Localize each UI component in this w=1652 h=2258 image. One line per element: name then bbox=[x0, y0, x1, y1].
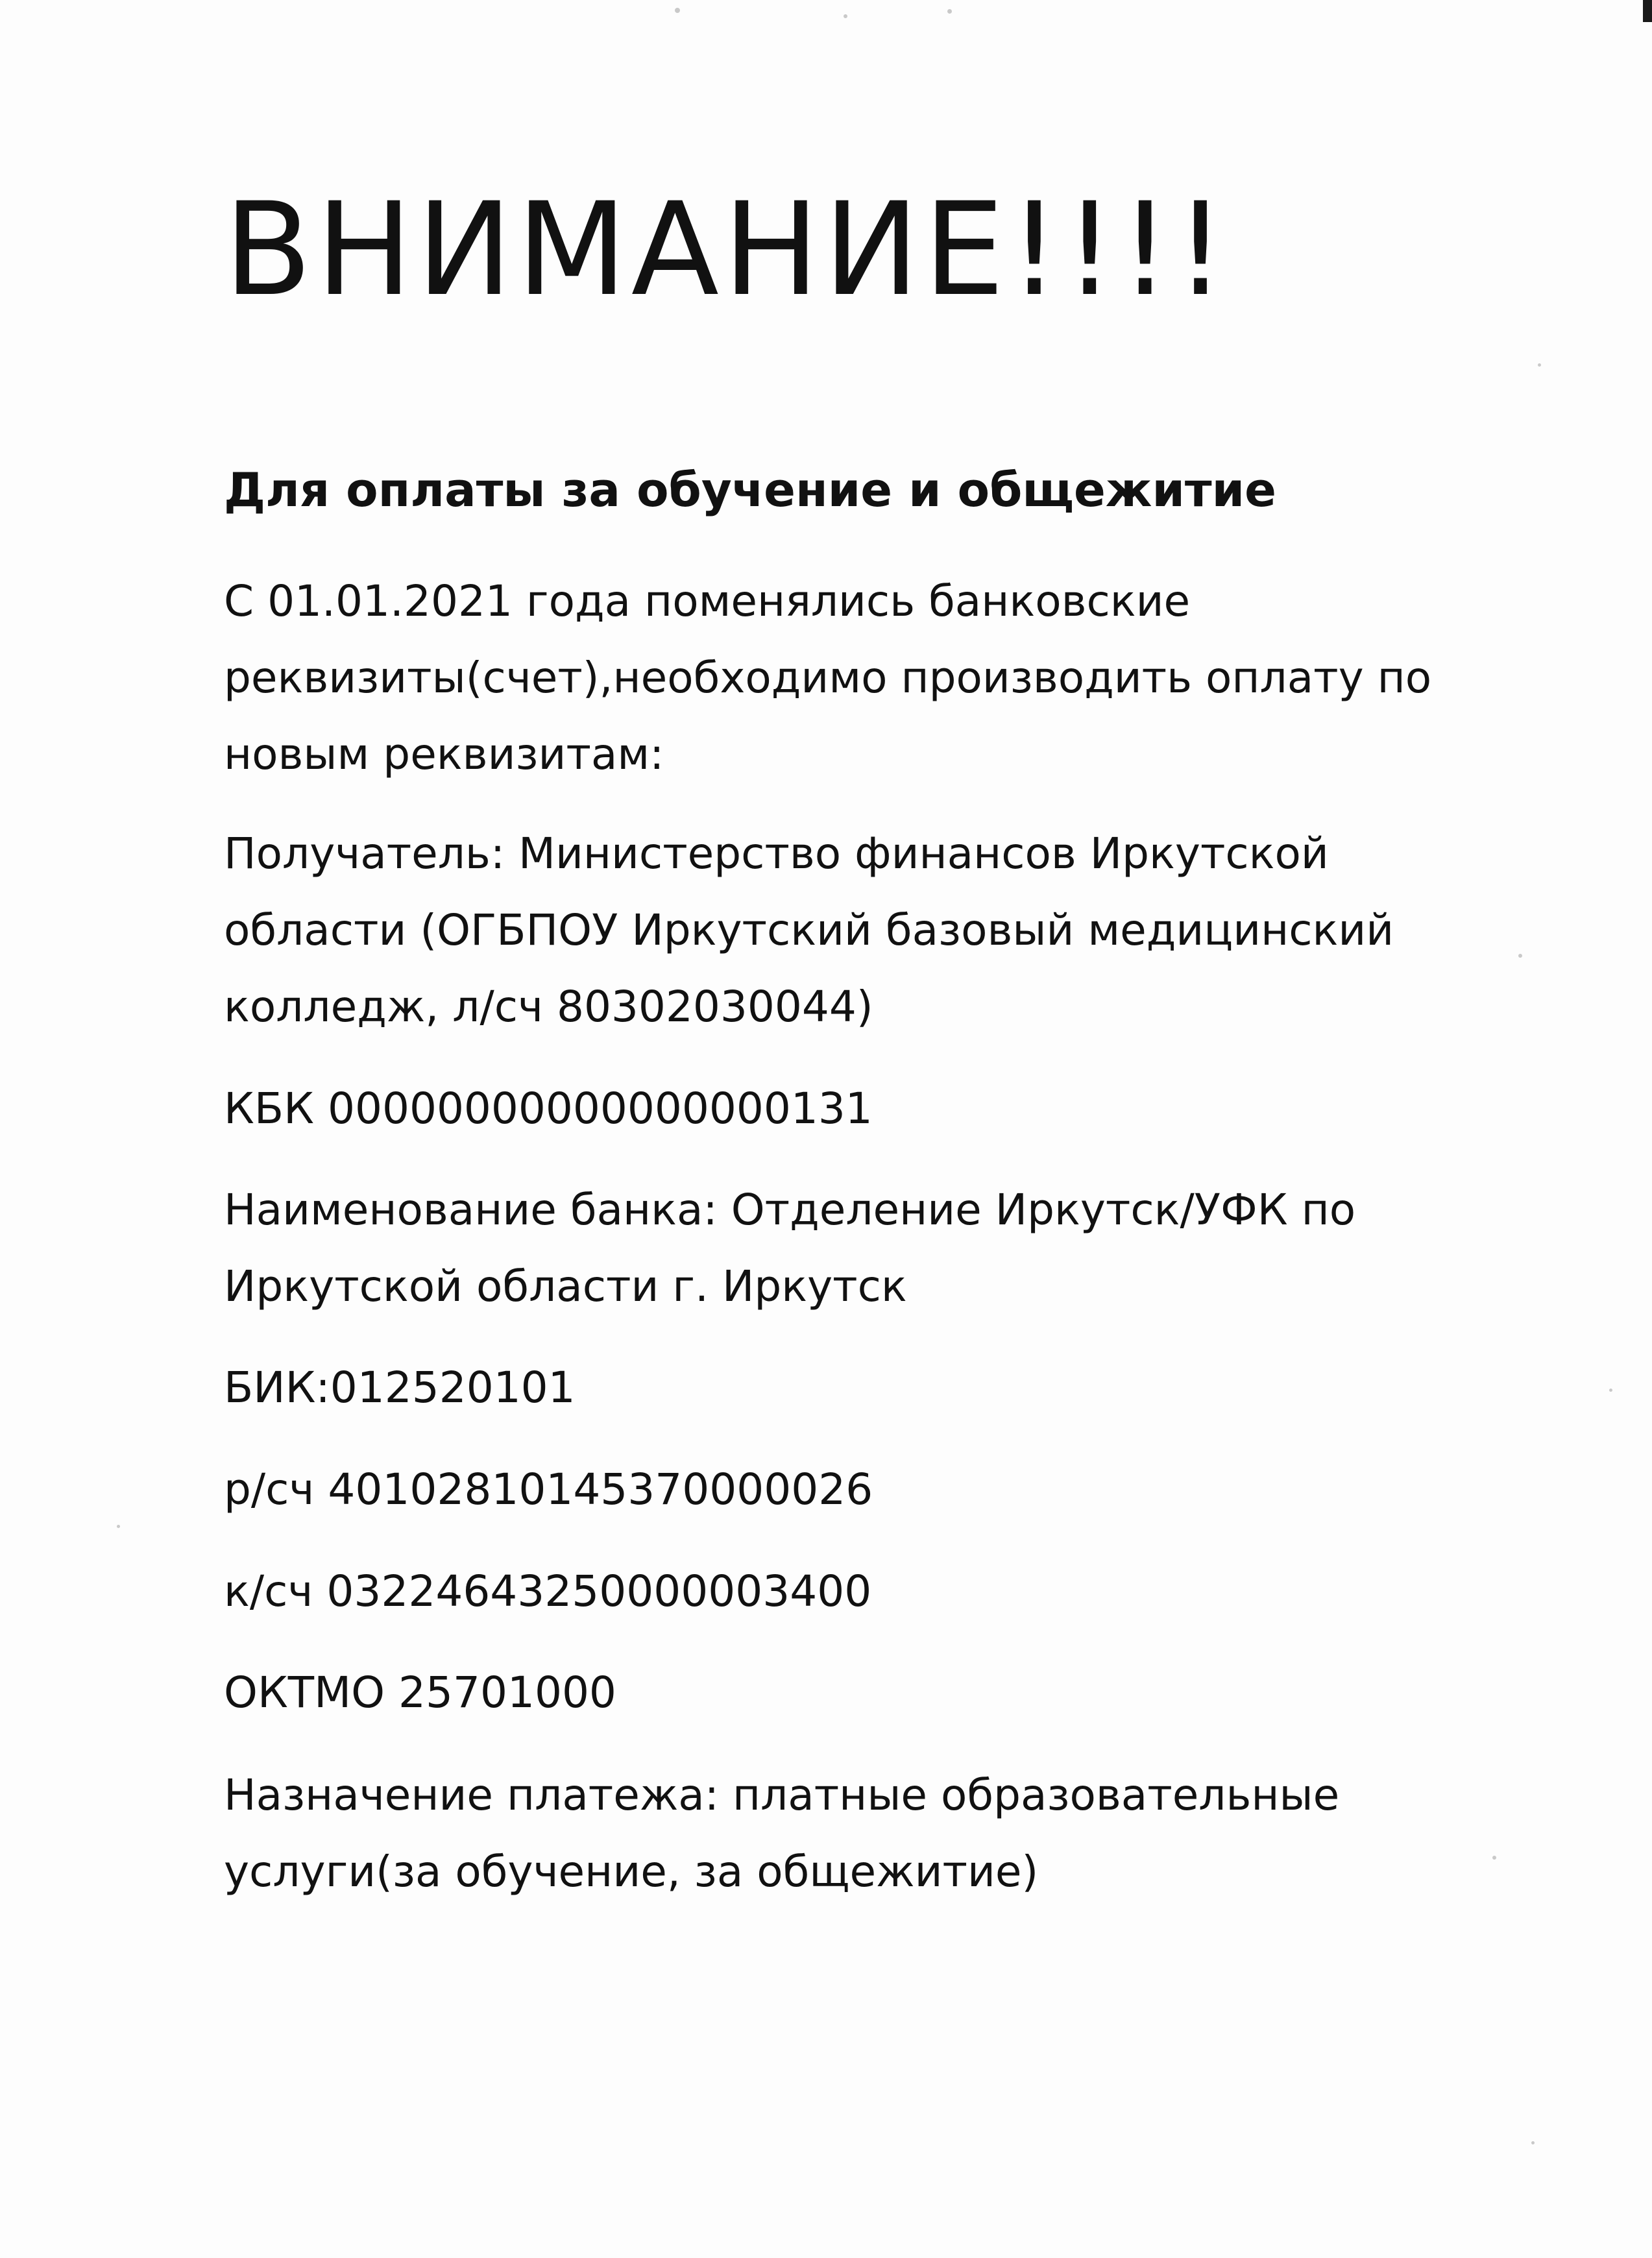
kbk-line: КБК 00000000000000000131 bbox=[224, 1084, 873, 1134]
notice-line: новым реквизитам: bbox=[224, 729, 664, 779]
recipient-paragraph bbox=[224, 816, 1394, 1045]
notice-line: С 01.01.2021 года поменялись банковские bbox=[224, 576, 1191, 626]
settlement-account-line: р/сч 40102810145370000026 bbox=[224, 1464, 873, 1514]
notice-paragraph bbox=[224, 563, 1431, 793]
correspondent-account-line: к/сч 03224643250000003400 bbox=[224, 1566, 872, 1616]
bank-line: Наименование банка: Отделение Иркутск/УФК по bbox=[224, 1185, 1356, 1235]
scan-speckle bbox=[117, 1525, 120, 1528]
scan-speckle bbox=[1538, 363, 1541, 367]
payment-purpose-line: Назначение платежа: платные образовательные bbox=[224, 1770, 1340, 1820]
scan-speckle bbox=[947, 9, 952, 14]
payment-purpose-line: услуги(за обучение, за общежитие) bbox=[224, 1847, 1039, 1897]
recipient-line: колледж, л/сч 80302030044) bbox=[224, 982, 873, 1032]
scan-speckle bbox=[1518, 954, 1522, 958]
page-subtitle: Для оплаты за обучение и общежитие bbox=[224, 463, 1276, 517]
scan-speckle bbox=[1492, 1856, 1496, 1860]
scan-speckle bbox=[1609, 1389, 1612, 1392]
recipient-line: области (ОГБПОУ Иркутский базовый медицинский bbox=[224, 905, 1394, 955]
scan-edge-mark bbox=[1643, 0, 1652, 22]
oktmo-line: ОКТМО 25701000 bbox=[224, 1668, 616, 1718]
bank-line: Иркутской области г. Иркутск bbox=[224, 1261, 907, 1311]
scan-speckle bbox=[844, 14, 847, 18]
recipient-line: Получатель: Министерство финансов Иркутской bbox=[224, 829, 1329, 879]
notice-line: реквизиты(счет),необходимо производить оплату по bbox=[224, 653, 1432, 703]
scan-speckle bbox=[1531, 2141, 1535, 2144]
bik-line: БИК:012520101 bbox=[224, 1363, 576, 1413]
payment-purpose-paragraph bbox=[224, 1757, 1339, 1910]
scan-speckle bbox=[675, 8, 680, 13]
page-title: ВНИМАНИЕ!!!! bbox=[224, 175, 1230, 324]
bank-paragraph bbox=[224, 1172, 1355, 1325]
